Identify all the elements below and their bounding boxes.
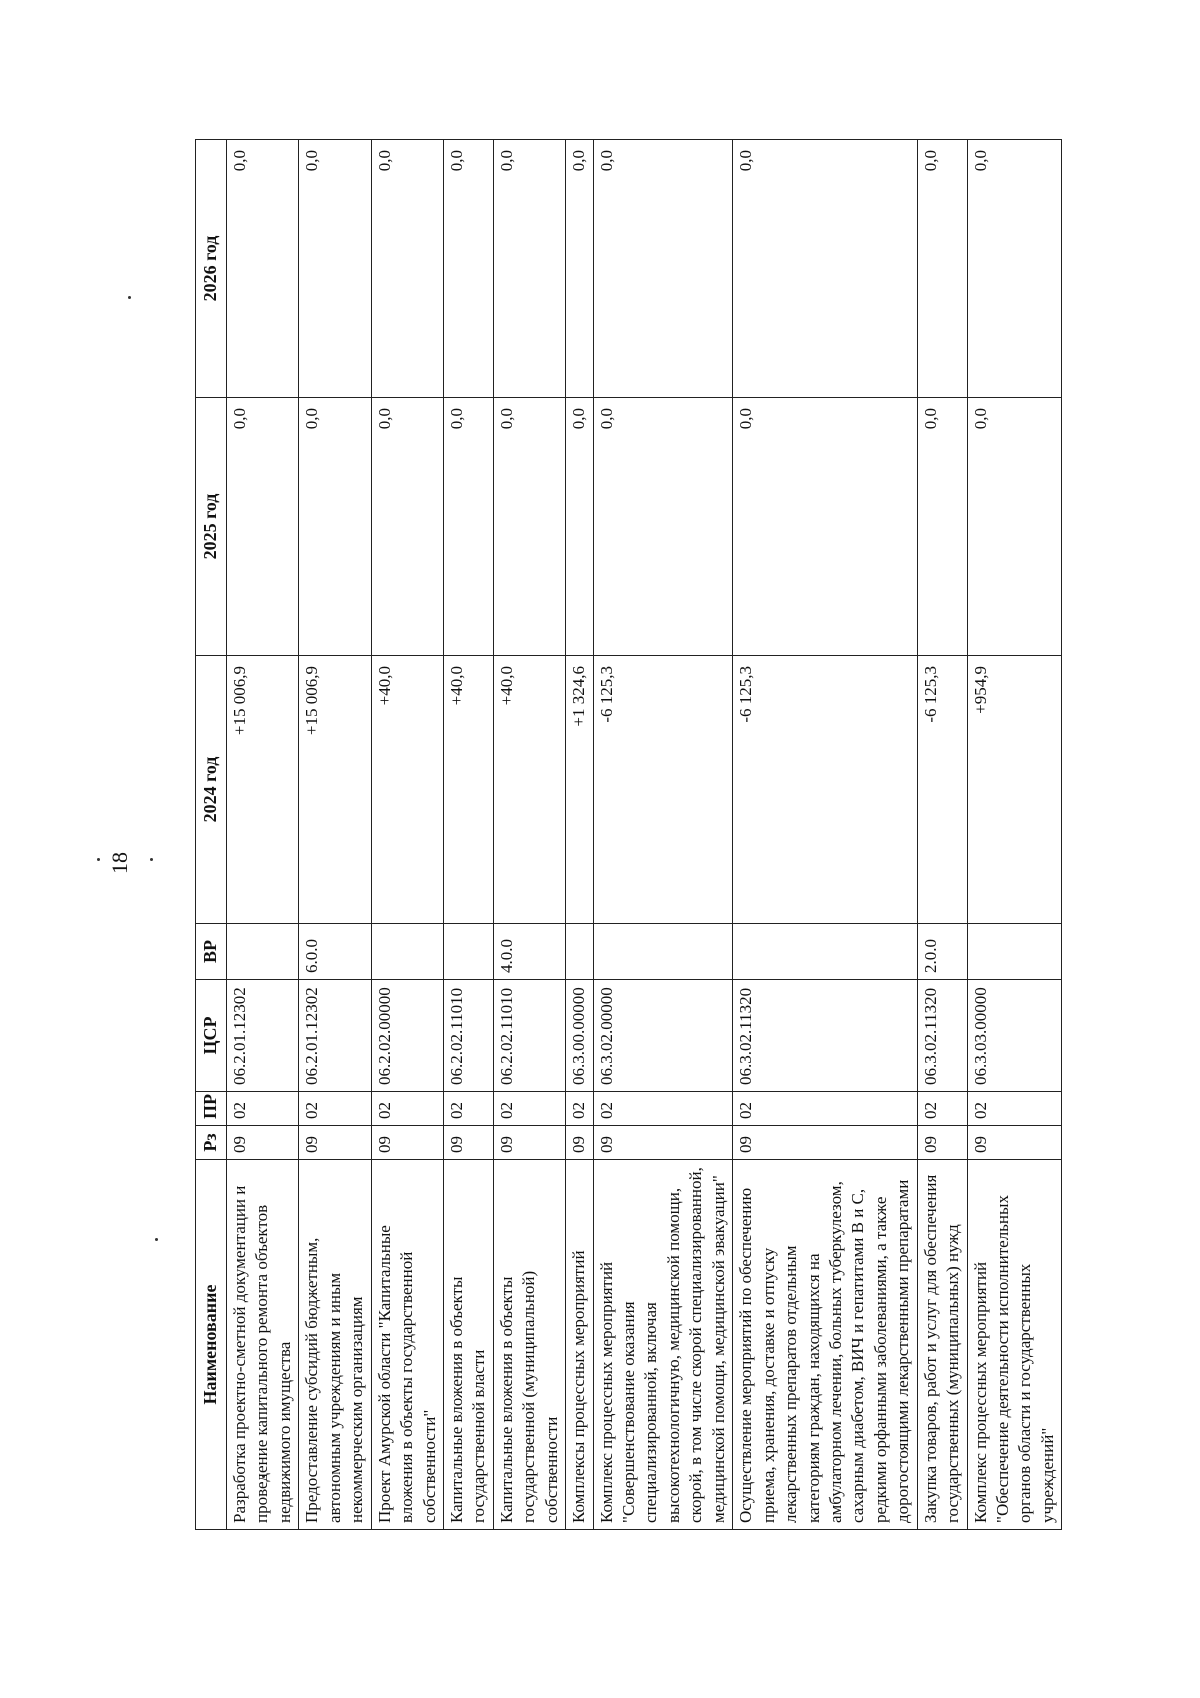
cell-2026: 0,0: [566, 140, 593, 398]
cell-csr: 06.2.02.11010: [493, 980, 565, 1092]
rotated-table-container: [195, 140, 1057, 1530]
cell-rz: 09: [566, 1126, 593, 1160]
cell-pr: 02: [227, 1092, 299, 1126]
cell-name: Осуществление мероприятий по обеспечению приема, хранения, доставке и отпуску лекарственных препаратов отдельным категориям граждан, находящихся на амбулаторном лечении, больных туберкулезом, сахарным диабетом, ВИЧ и гепатитами В и С, редкими орфанными заболеваниями, а также дорогостоящими лекарственными препаратами: [733, 1160, 918, 1530]
cell-pr: 02: [493, 1092, 565, 1126]
cell-csr: 06.3.02.11320: [917, 980, 967, 1092]
cell-2026: 0,0: [917, 140, 967, 398]
cell-pr: 02: [917, 1092, 967, 1126]
cell-2024: +40,0: [371, 656, 443, 924]
table-row: [733, 140, 918, 1530]
cell-rz: 09: [733, 1126, 918, 1160]
cell-2024: +954,9: [967, 656, 1062, 924]
cell-2026: 0,0: [967, 140, 1062, 398]
cell-2025: 0,0: [299, 398, 371, 656]
cell-pr: 02: [443, 1092, 493, 1126]
cell-vr: 4.0.0: [493, 924, 565, 980]
header-csr: ЦСР: [196, 980, 227, 1092]
cell-pr: 02: [566, 1092, 593, 1126]
table-header-row: [196, 140, 227, 1530]
table-row: [227, 140, 299, 1530]
cell-2024: +15 006,9: [299, 656, 371, 924]
cell-2024: +1 324,6: [566, 656, 593, 924]
cell-2024: +40,0: [493, 656, 565, 924]
table-row: [967, 140, 1062, 1530]
header-vr: ВР: [196, 924, 227, 980]
header-2026: 2026 год: [196, 140, 227, 398]
cell-2026: 0,0: [733, 140, 918, 398]
table-row: [443, 140, 493, 1530]
cell-csr: 06.3.03.00000: [967, 980, 1062, 1092]
cell-2026: 0,0: [299, 140, 371, 398]
table-row: [371, 140, 443, 1530]
cell-name: Комплекс процессных мероприятий "Совершенствование оказания специализированной, включая высокотехнологичную, медицинской помощи, скорой, в том числе скорой специализированной, медицинской помощи, медицинской эвакуации": [593, 1160, 733, 1530]
cell-pr: 02: [299, 1092, 371, 1126]
cell-vr: [371, 924, 443, 980]
header-2025: 2025 год: [196, 398, 227, 656]
cell-2025: 0,0: [493, 398, 565, 656]
cell-rz: 09: [493, 1126, 565, 1160]
table-row: [566, 140, 593, 1530]
cell-csr: 06.3.02.11320: [733, 980, 918, 1092]
cell-pr: 02: [593, 1092, 733, 1126]
cell-rz: 09: [967, 1126, 1062, 1160]
cell-name: Капитальные вложения в объекты государственной (муниципальной) собственности: [493, 1160, 565, 1530]
cell-2024: +15 006,9: [227, 656, 299, 924]
cell-2026: 0,0: [493, 140, 565, 398]
cell-2024: -6 125,3: [733, 656, 918, 924]
cell-csr: 06.2.01.12302: [299, 980, 371, 1092]
cell-pr: 02: [371, 1092, 443, 1126]
cell-2025: 0,0: [443, 398, 493, 656]
scan-speck: [155, 1238, 158, 1241]
header-pr: ПР: [196, 1092, 227, 1126]
cell-pr: 02: [967, 1092, 1062, 1126]
cell-2024: -6 125,3: [593, 656, 733, 924]
table-row: [493, 140, 565, 1530]
cell-2025: 0,0: [566, 398, 593, 656]
scan-speck: [150, 858, 153, 861]
cell-vr: 2.0.0: [917, 924, 967, 980]
cell-2025: 0,0: [733, 398, 918, 656]
page-number: 18: [107, 852, 132, 874]
cell-name: Закупка товаров, работ и услуг для обеспечения государственных (муниципальных) нужд: [917, 1160, 967, 1530]
cell-vr: [967, 924, 1062, 980]
cell-name: Разработка проектно-сметной документации и проведение капитального ремонта объектов недвижимого имущества: [227, 1160, 299, 1530]
cell-rz: 09: [371, 1126, 443, 1160]
cell-rz: 09: [299, 1126, 371, 1160]
cell-name: Капитальные вложения в объекты государственной власти: [443, 1160, 493, 1530]
cell-vr: [593, 924, 733, 980]
header-rz: Рз: [196, 1126, 227, 1160]
cell-vr: [733, 924, 918, 980]
scan-speck: [97, 858, 100, 861]
cell-2026: 0,0: [443, 140, 493, 398]
cell-rz: 09: [917, 1126, 967, 1160]
table-row: [917, 140, 967, 1530]
header-name: Наименование: [196, 1160, 227, 1530]
table-row: [593, 140, 733, 1530]
cell-rz: 09: [593, 1126, 733, 1160]
cell-2025: 0,0: [917, 398, 967, 656]
cell-rz: 09: [443, 1126, 493, 1160]
header-2024: 2024 год: [196, 656, 227, 924]
cell-rz: 09: [227, 1126, 299, 1160]
cell-2026: 0,0: [593, 140, 733, 398]
cell-pr: 02: [733, 1092, 918, 1126]
cell-csr: 06.3.00.00000: [566, 980, 593, 1092]
cell-name: Предоставление субсидий бюджетным, автономным учреждениям и иным некоммерческим организациям: [299, 1160, 371, 1530]
cell-2025: 0,0: [371, 398, 443, 656]
cell-name: Комплекс процессных мероприятий "Обеспечение деятельности исполнительных органов области и государственных учреждений": [967, 1160, 1062, 1530]
cell-csr: 06.2.02.00000: [371, 980, 443, 1092]
cell-csr: 06.2.02.11010: [443, 980, 493, 1092]
cell-name: Проект Амурской области "Капитальные вложения в объекты государственной собственности": [371, 1160, 443, 1530]
cell-vr: 6.0.0: [299, 924, 371, 980]
cell-2025: 0,0: [593, 398, 733, 656]
cell-2024: +40,0: [443, 656, 493, 924]
cell-2025: 0,0: [227, 398, 299, 656]
cell-2026: 0,0: [371, 140, 443, 398]
cell-2024: -6 125,3: [917, 656, 967, 924]
cell-vr: [443, 924, 493, 980]
cell-name: Комплексы процессных мероприятий: [566, 1160, 593, 1530]
scan-speck: [128, 296, 131, 299]
cell-csr: 06.2.01.12302: [227, 980, 299, 1092]
table-row: [299, 140, 371, 1530]
cell-2026: 0,0: [227, 140, 299, 398]
budget-table: [195, 139, 1062, 1530]
cell-csr: 06.3.02.00000: [593, 980, 733, 1092]
cell-vr: [227, 924, 299, 980]
cell-vr: [566, 924, 593, 980]
cell-2025: 0,0: [967, 398, 1062, 656]
